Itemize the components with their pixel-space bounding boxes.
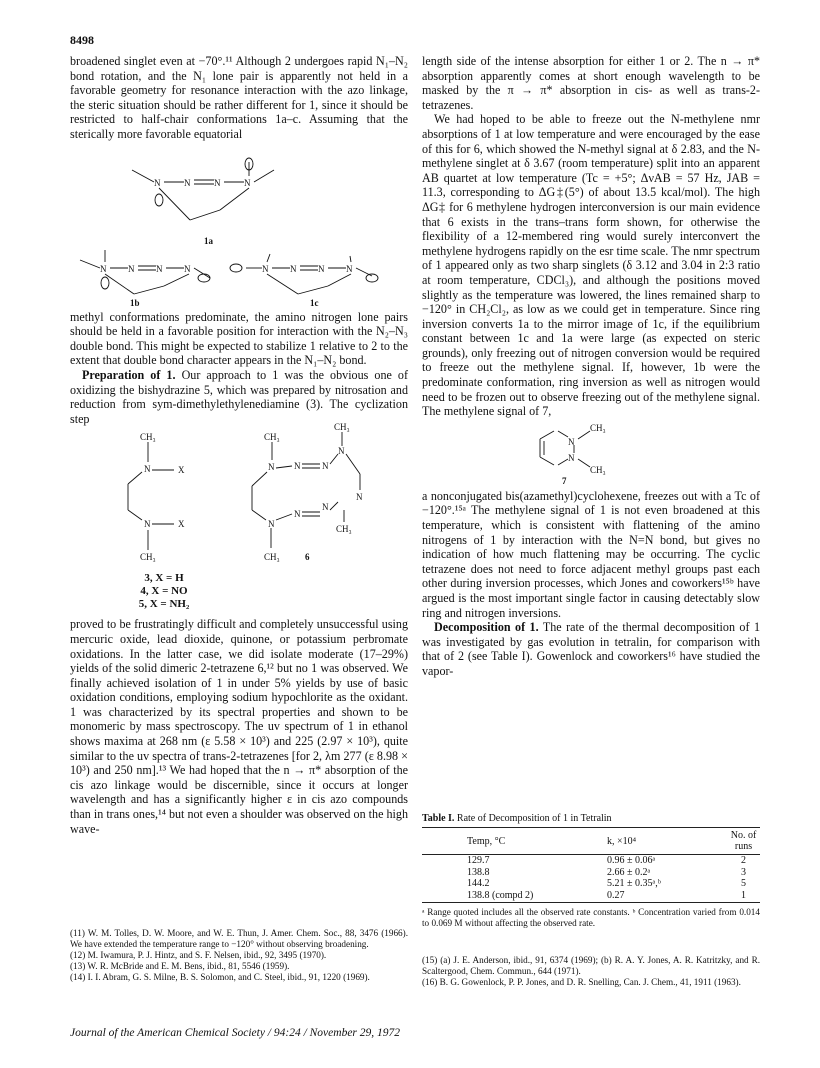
atom-n: N bbox=[294, 509, 301, 520]
structure-1a bbox=[70, 146, 408, 246]
structures-3-6-drawing bbox=[70, 422, 408, 568]
atom-n: N bbox=[262, 263, 269, 274]
page-number: 8498 bbox=[70, 33, 94, 47]
atom-n: N bbox=[154, 177, 161, 188]
table-cell: 3 bbox=[741, 866, 746, 878]
footnotes-left bbox=[70, 928, 408, 983]
atom-ch3: CH₃ bbox=[590, 464, 606, 475]
atom-n: N bbox=[156, 263, 163, 274]
footnote-16: (16) B. G. Gowenlock, P. P. Jones, and D. R. Snelling, Can. J. Chem., 41, 1911 (1963). bbox=[422, 977, 741, 987]
atom-n: N bbox=[568, 436, 575, 447]
table-row bbox=[422, 867, 760, 879]
structure-7 bbox=[422, 423, 760, 485]
structure-7-drawing bbox=[422, 423, 760, 485]
table-header-runs: No. of runs bbox=[727, 828, 760, 855]
structures-1b-1c-drawing bbox=[70, 250, 408, 306]
rate-table bbox=[422, 827, 760, 903]
atom-ch3: CH₃ bbox=[334, 422, 350, 433]
footnotes-right bbox=[422, 955, 760, 988]
compound-3: 3, X = H bbox=[144, 572, 184, 585]
table-caption-text: Rate of Decomposition of 1 in Tetralin bbox=[456, 813, 612, 824]
table-cell: 144.2 bbox=[467, 878, 490, 889]
table-cell: 138.8 (compd 2) bbox=[422, 890, 577, 903]
atom-n: N bbox=[244, 177, 251, 188]
table-note: ᵃ Range quoted includes all the observed rate constants. ᵇ Concentration varied from 0.014 to 0.069 M without affecting the observed rate. bbox=[422, 907, 760, 928]
table-row bbox=[422, 855, 760, 867]
table-cell: 129.7 bbox=[467, 855, 490, 866]
table-header-row bbox=[422, 828, 760, 855]
table-cell: 2.66 ± 0.2ᵃ bbox=[607, 866, 651, 878]
atom-ch3: CH₃ bbox=[590, 422, 606, 433]
atom-n: N bbox=[100, 263, 107, 274]
atom-n: N bbox=[322, 461, 329, 472]
atom-ch3: CH₃ bbox=[140, 552, 156, 563]
table-header-temp: Temp, °C bbox=[422, 828, 577, 855]
right-paragraph-2: We had hoped to be able to freeze out the N-methylene nmr absorptions of 1 at low temperature and were encouraged by the ease of this for 6, which showed the N-methyl signal at δ 2.83, and the N-methylene singlet at δ 3.67 (room temperature) split into an apparent AB quartet at low temperature (Tc = +5°; ΔνAB = 57 Hz, JAB = 11.3, corresponding to ΔG‡(5°) of about 13.5 kcal/mol). The high ΔG‡ for 6 methylene hydrogen interconversion is our main evidence that 6 exists in the trans–trans form shown, for otherwise the flexibility of a 12-membered ring would surely interconvert the methylene hydrogens rapidly on the esr time scale. The nmr spectrum of 1 appeared only as two sharp singlets (δ 3.12 and 3.04 in 2:3 ratio at room temperature, CDCl₃), and although the positions moved slightly as the temperature was lowered, the lines remained sharp to −120° in CH₂Cl₂, as low as we could get in temperature. Since ring inversion converts 1a to the mirror image of 1c, if the equilibrium constant between 1c and 1a were large (as expected on steric grounds), only freezing out of nitrogen conversion would be required to freeze out the methylene signal. If, however, 1b were the predominate conformation, ring inversion as well as nitrogen would need to be frozen out to observe freezing out of the methylene signal. The methylene signal of 7, bbox=[422, 112, 760, 419]
right-paragraph-1: length side of the intense absorption for either 1 or 2. The n → π* absorption apparently comes at short enough wavelength to be masked by the π → π* absorption in cis- as well as trans-2-tetrazenes. bbox=[422, 54, 760, 112]
table-cell: 2 bbox=[741, 855, 746, 866]
table-caption bbox=[422, 813, 760, 824]
atom-n: N bbox=[268, 519, 275, 530]
right-paragraph-4-text: The rate of the thermal decomposition of 1 was investigated by gas evolution in tetralin, for comparison with that of 2 (see Table I). Gowenlock and coworkers¹⁶ have studied the vapor- bbox=[422, 620, 760, 678]
table-cell: 0.96 ± 0.06ᵃ bbox=[607, 855, 656, 866]
footnote-12: (12) M. Iwamura, P. J. Hintz, and S. F. Nelsen, ibid., 92, 3495 (1970). bbox=[70, 950, 327, 960]
atom-n: N bbox=[338, 446, 345, 457]
atom-n: N bbox=[268, 462, 275, 473]
table-caption-label: Table I. bbox=[422, 813, 455, 824]
table-cell: 5.21 ± 0.35ᵃ,ᵇ bbox=[607, 878, 661, 889]
table-cell: 0.27 bbox=[577, 890, 727, 903]
structures-3-6 bbox=[70, 422, 408, 568]
structures-1b-1c bbox=[70, 250, 408, 306]
table-cell: 1 bbox=[727, 890, 760, 903]
table-1 bbox=[422, 813, 760, 929]
label-6: 6 bbox=[305, 552, 310, 563]
atom-n: N bbox=[128, 263, 135, 274]
footnote-14: (14) I. I. Abram, G. S. Milne, B. S. Solomon, and C. Steel, ibid., 91, 1220 (1969). bbox=[70, 972, 370, 982]
table-header-k: k, ×10⁴ bbox=[577, 828, 727, 855]
table-row bbox=[422, 890, 760, 903]
atom-x: X bbox=[178, 519, 185, 530]
footnote-11: (11) W. M. Tolles, D. W. Moore, and W. E. Thun, J. Amer. Chem. Soc., 88, 3476 (1966). We have extended the temperature range to −120° without observing broadening. bbox=[70, 928, 408, 949]
atom-ch3: CH₃ bbox=[336, 524, 352, 535]
section-head-decomposition: Decomposition of 1. bbox=[434, 620, 539, 635]
left-paragraph-1: broadened singlet even at −70°.¹¹ Although 2 undergoes rapid N₁–N₂ bond rotation, and the N₁ lone pair is apparently not held in a favorable geometry for resonance interaction with the azo linkage, the steric situation should be rather different for 1, since it should be restricted to half-chair conformations 1a–c. Assuming that the sterically more favorable equatorial bbox=[70, 54, 408, 141]
label-1b: 1b bbox=[130, 297, 140, 308]
atom-n: N bbox=[214, 177, 221, 188]
atom-ch3: CH₃ bbox=[140, 432, 156, 443]
left-paragraph-2: methyl conformations predominate, the amino nitrogen lone pairs should be held in a favorable position for interaction with the N₂–N₃ double bond. This might be expected to stabilize 1 relative to 2 to the extent that double bond character appears in the N₁–N₂ bond. bbox=[70, 309, 408, 368]
right-paragraph-3: a nonconjugated bis(azamethyl)cyclohexene, freezes out with a Tc of −120°.¹⁵ᵃ The methylene signal of 1 is not even broadened at this temperature, which is consistent with flattening of the amino nitrogens of 1 by interaction with the N=N bond, but gives no indication of how much flattening may be occurring. The cyclic tetrazene does not need to force adjacent methyl groups past each other during inversion processes, which Jones and coworkers¹⁵ᵇ have argued is the most important single factor in causing detectably slow ring and nitrogen inversions. bbox=[422, 488, 760, 620]
journal-footer: Journal of the American Chemical Society / 94:24 / November 29, 1972 bbox=[70, 1027, 401, 1039]
compound-list bbox=[0, 572, 408, 611]
table-cell: 5 bbox=[741, 878, 746, 889]
label-1a: 1a bbox=[204, 235, 213, 246]
atom-x: X bbox=[178, 465, 185, 476]
right-paragraph-4 bbox=[422, 620, 760, 678]
compound-4: 4, X = NO bbox=[140, 585, 188, 598]
atom-n: N bbox=[144, 464, 151, 475]
atom-n: N bbox=[294, 461, 301, 472]
atom-n: N bbox=[184, 263, 191, 274]
left-paragraph-3-text: Our approach to 1 was the obvious one of oxidizing the bishydrazine 5, which was prepared by nitrosation and reduction from sym-dimethylethylenediamine (3). The cyclization step bbox=[70, 367, 408, 426]
atom-n: N bbox=[346, 263, 353, 274]
left-column bbox=[70, 54, 408, 836]
atom-n: N bbox=[184, 177, 191, 188]
label-1c: 1c bbox=[310, 297, 319, 308]
label-7: 7 bbox=[562, 475, 567, 486]
structure-1a-drawing bbox=[70, 146, 408, 246]
atom-n: N bbox=[568, 452, 575, 463]
atom-ch3: CH₃ bbox=[264, 432, 280, 443]
atom-n: N bbox=[318, 263, 325, 274]
right-column bbox=[422, 54, 760, 679]
table-row bbox=[422, 878, 760, 890]
table-cell: 138.8 bbox=[467, 866, 490, 878]
left-paragraph-4: proved to be frustratingly difficult and completely unsuccessful using mercuric oxide, lead dioxide, quinone, or potassium perbromate oxidations. In the latter case, we did isolate moderate (17–29%) yields of the solid dimeric 2-tetrazene 6,¹² but no 1 was observed. We finally achieved isolation of 1 in under 5% yields by use of basic oxidation conditions, employing sodium hypochlorite as the oxidant. 1 was characterized by its spectral properties and shown to be monomeric by mass spectroscopy. The uv spectrum of 1 in ethanol shows maxima at 268 nm (ε 5.58 × 10³) and 225 (2.97 × 10³), quite similar to the uv spectra of trans-2-tetrazenes [for 2, λm 277 (ε 8.98 × 10³) and 250 nm].¹³ We had hoped that the n → π* absorption of the cis azo linkage would be discernible, since it occurs at longer wavelength and has a significantly higher ε in cis azo compounds than in trans ones,¹⁴ but not even a shoulder was observed on the high wave- bbox=[70, 617, 408, 836]
atom-n: N bbox=[322, 502, 329, 513]
compound-5: 5, X = NH₂ bbox=[138, 598, 190, 611]
atom-ch3: CH₃ bbox=[264, 552, 280, 563]
atom-n: N bbox=[356, 492, 363, 503]
section-head-preparation: Preparation of 1. bbox=[82, 367, 176, 382]
footnote-15: (15) (a) J. E. Anderson, ibid., 91, 6374 (1969); (b) R. A. Y. Jones, A. R. Katritzky, and R. Scaltergood, Chem. Commun., 644 (1971). bbox=[422, 955, 760, 976]
footnote-13: (13) W. R. McBride and E. M. Bens, ibid., 81, 5546 (1959). bbox=[70, 961, 290, 971]
left-paragraph-3 bbox=[70, 368, 408, 426]
atom-n: N bbox=[290, 263, 297, 274]
atom-n: N bbox=[144, 519, 151, 530]
